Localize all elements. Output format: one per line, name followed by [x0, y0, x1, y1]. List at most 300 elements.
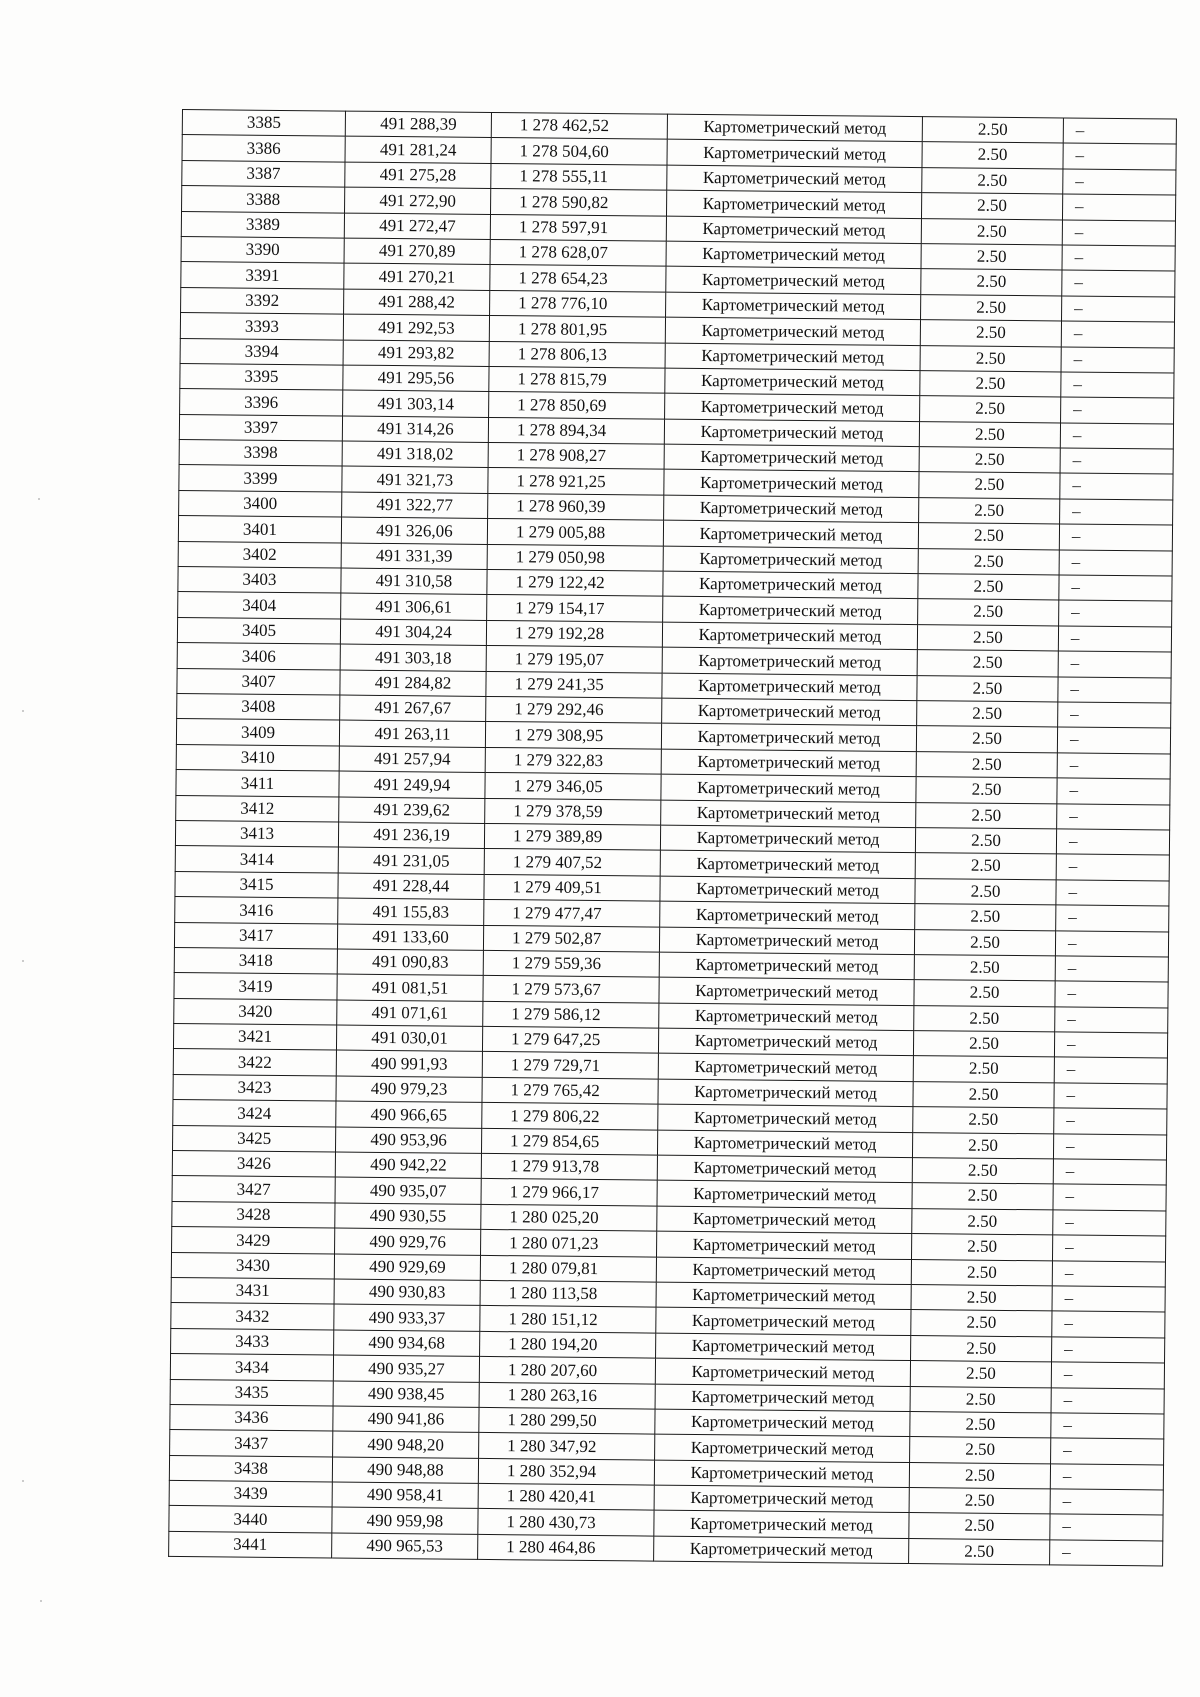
method-cell: Картометрический метод — [657, 1231, 912, 1259]
method-cell: Картометрический метод — [659, 977, 914, 1005]
point-number-cell: 3415 — [175, 871, 338, 898]
description-cell: – — [1063, 118, 1176, 144]
point-number-cell: 3397 — [179, 414, 342, 441]
y-coordinate-cell: 1 279 854,65 — [481, 1128, 657, 1155]
method-cell: Картометрический метод — [661, 749, 916, 777]
point-number-cell: 3399 — [179, 465, 342, 492]
x-coordinate-cell: 490 935,07 — [335, 1177, 481, 1204]
y-coordinate-cell: 1 278 504,60 — [491, 138, 667, 165]
accuracy-cell: 2.50 — [911, 1259, 1052, 1286]
y-coordinate-cell: 1 278 806,13 — [489, 341, 665, 368]
accuracy-cell: 2.50 — [917, 650, 1058, 677]
point-number-cell: 3409 — [176, 719, 339, 746]
method-cell: Картометрический метод — [655, 1409, 910, 1437]
accuracy-cell: 2.50 — [921, 193, 1062, 220]
description-cell: – — [1054, 1108, 1167, 1134]
description-cell: – — [1063, 143, 1176, 169]
point-number-cell: 3411 — [176, 770, 339, 797]
y-coordinate-cell: 1 280 347,92 — [479, 1433, 655, 1460]
description-cell: – — [1058, 626, 1171, 652]
description-cell: – — [1057, 803, 1170, 829]
description-cell: – — [1054, 1083, 1167, 1109]
method-cell: Картометрический метод — [657, 1155, 912, 1183]
point-number-cell: 3435 — [170, 1379, 333, 1406]
point-number-cell: 3439 — [169, 1481, 332, 1508]
y-coordinate-cell: 1 280 151,12 — [480, 1306, 656, 1333]
accuracy-cell: 2.50 — [915, 878, 1056, 905]
description-cell: – — [1052, 1311, 1165, 1337]
y-coordinate-cell: 1 279 477,47 — [484, 900, 660, 927]
x-coordinate-cell: 491 133,60 — [337, 924, 483, 951]
accuracy-cell: 2.50 — [920, 396, 1061, 423]
accuracy-cell: 2.50 — [918, 548, 1059, 575]
method-cell: Картометрический метод — [665, 393, 920, 421]
y-coordinate-cell: 1 278 894,34 — [488, 417, 664, 444]
x-coordinate-cell: 491 257,94 — [339, 746, 485, 773]
y-coordinate-cell: 1 278 654,23 — [490, 265, 666, 292]
x-coordinate-cell: 490 991,93 — [336, 1050, 482, 1077]
x-coordinate-cell: 491 081,51 — [337, 974, 483, 1001]
description-cell: – — [1053, 1134, 1166, 1160]
accuracy-cell: 2.50 — [911, 1310, 1052, 1337]
description-cell: – — [1062, 296, 1175, 322]
method-cell: Картометрический метод — [664, 419, 919, 447]
accuracy-cell: 2.50 — [916, 726, 1057, 753]
method-cell: Картометрический метод — [656, 1307, 911, 1335]
accuracy-cell: 2.50 — [916, 802, 1057, 829]
y-coordinate-cell: 1 280 207,60 — [479, 1357, 655, 1384]
y-coordinate-cell: 1 279 647,25 — [482, 1026, 658, 1053]
point-number-cell: 3429 — [172, 1227, 335, 1254]
x-coordinate-cell: 491 303,18 — [340, 644, 486, 671]
coordinates-table-body — [169, 110, 1177, 1567]
y-coordinate-cell: 1 280 194,20 — [480, 1331, 656, 1358]
method-cell: Картометрический метод — [654, 1485, 909, 1513]
y-coordinate-cell: 1 278 921,25 — [488, 468, 664, 495]
method-cell: Картометрический метод — [666, 292, 921, 320]
x-coordinate-cell: 491 272,90 — [345, 187, 491, 214]
accuracy-cell: 2.50 — [915, 904, 1056, 931]
accuracy-cell: 2.50 — [910, 1386, 1051, 1413]
method-cell: Картометрический метод — [659, 927, 914, 955]
description-cell: – — [1061, 321, 1174, 347]
method-cell: Картометрический метод — [657, 1206, 912, 1234]
description-cell: – — [1054, 1032, 1167, 1058]
y-coordinate-cell: 1 279 389,89 — [484, 823, 660, 850]
accuracy-cell: 2.50 — [912, 1132, 1053, 1159]
y-coordinate-cell: 1 278 590,82 — [491, 189, 667, 216]
description-cell: – — [1052, 1235, 1165, 1261]
description-cell: – — [1057, 727, 1170, 753]
description-cell: – — [1055, 956, 1168, 982]
method-cell: Картометрический метод — [656, 1282, 911, 1310]
x-coordinate-cell: 490 941,86 — [333, 1406, 479, 1433]
method-cell: Картометрический метод — [662, 647, 917, 675]
x-coordinate-cell: 491 267,67 — [340, 695, 486, 722]
x-coordinate-cell: 491 030,01 — [336, 1025, 482, 1052]
x-coordinate-cell: 490 930,83 — [334, 1279, 480, 1306]
point-number-cell: 3441 — [169, 1531, 332, 1558]
y-coordinate-cell: 1 278 815,79 — [489, 366, 665, 393]
method-cell: Картометрический метод — [666, 190, 921, 218]
description-cell: – — [1059, 575, 1172, 601]
point-number-cell: 3403 — [178, 567, 341, 594]
method-cell: Картометрический метод — [660, 825, 915, 853]
method-cell: Картометрический метод — [662, 673, 917, 701]
accuracy-cell: 2.50 — [913, 1031, 1054, 1058]
point-number-cell: 3420 — [174, 998, 337, 1025]
point-number-cell: 3419 — [174, 973, 337, 1000]
scan-speck — [22, 710, 24, 712]
x-coordinate-cell: 491 270,89 — [344, 238, 490, 265]
accuracy-cell: 2.50 — [911, 1335, 1052, 1362]
description-cell: – — [1051, 1387, 1164, 1413]
point-number-cell: 3408 — [177, 693, 340, 720]
description-cell: – — [1056, 880, 1169, 906]
point-number-cell: 3430 — [171, 1252, 334, 1279]
point-number-cell: 3386 — [182, 135, 345, 162]
method-cell: Картометрический метод — [658, 1079, 913, 1107]
description-cell: – — [1058, 677, 1171, 703]
method-cell: Картометрический метод — [665, 368, 920, 396]
point-number-cell: 3406 — [177, 643, 340, 670]
x-coordinate-cell: 490 959,98 — [332, 1507, 478, 1534]
y-coordinate-cell: 1 279 241,35 — [486, 671, 662, 698]
accuracy-cell: 2.50 — [912, 1158, 1053, 1185]
y-coordinate-cell: 1 279 765,42 — [482, 1077, 658, 1104]
description-cell: – — [1061, 372, 1174, 398]
method-cell: Картометрический метод — [660, 901, 915, 929]
x-coordinate-cell: 491 090,83 — [337, 949, 483, 976]
description-cell: – — [1052, 1337, 1165, 1363]
method-cell: Картометрический метод — [657, 1181, 912, 1209]
method-cell: Картометрический метод — [656, 1257, 911, 1285]
description-cell: – — [1051, 1362, 1164, 1388]
point-number-cell: 3410 — [176, 744, 339, 771]
accuracy-cell: 2.50 — [909, 1513, 1050, 1540]
y-coordinate-cell: 1 279 729,71 — [482, 1052, 658, 1079]
description-cell: – — [1056, 854, 1169, 880]
method-cell: Картометрический метод — [662, 622, 917, 650]
method-cell: Картометрический метод — [666, 241, 921, 269]
point-number-cell: 3404 — [178, 592, 341, 619]
accuracy-cell: 2.50 — [909, 1538, 1050, 1565]
y-coordinate-cell: 1 280 464,86 — [478, 1534, 654, 1561]
accuracy-cell: 2.50 — [920, 345, 1061, 372]
y-coordinate-cell: 1 280 430,73 — [478, 1509, 654, 1536]
point-number-cell: 3414 — [175, 846, 338, 873]
description-cell: – — [1053, 1184, 1166, 1210]
point-number-cell: 3402 — [178, 541, 341, 568]
y-coordinate-cell: 1 278 628,07 — [490, 239, 666, 266]
method-cell: Картометрический метод — [660, 876, 915, 904]
description-cell: – — [1060, 423, 1173, 449]
x-coordinate-cell: 491 318,02 — [342, 441, 488, 468]
description-cell: – — [1062, 245, 1175, 271]
description-cell: – — [1050, 1464, 1163, 1490]
y-coordinate-cell: 1 279 586,12 — [483, 1001, 659, 1028]
y-coordinate-cell: 1 279 192,28 — [486, 620, 662, 647]
description-cell: – — [1055, 1007, 1168, 1033]
point-number-cell: 3401 — [178, 516, 341, 543]
description-cell: – — [1056, 905, 1169, 931]
point-number-cell: 3428 — [172, 1201, 335, 1228]
method-cell: Картометрический метод — [655, 1384, 910, 1412]
description-cell: – — [1050, 1540, 1163, 1566]
description-cell: – — [1057, 778, 1170, 804]
accuracy-cell: 2.50 — [910, 1411, 1051, 1438]
method-cell: Картометрический метод — [663, 597, 918, 625]
point-number-cell: 3421 — [173, 1024, 336, 1051]
method-cell: Картометрический метод — [666, 216, 921, 244]
description-cell: – — [1050, 1514, 1163, 1540]
description-cell: – — [1052, 1286, 1165, 1312]
x-coordinate-cell: 491 281,24 — [345, 136, 491, 163]
x-coordinate-cell: 491 071,61 — [337, 1000, 483, 1027]
y-coordinate-cell: 1 279 122,42 — [487, 569, 663, 596]
accuracy-cell: 2.50 — [922, 167, 1063, 194]
point-number-cell: 3392 — [181, 287, 344, 314]
method-cell: Картометрический метод — [659, 952, 914, 980]
description-cell: – — [1056, 829, 1169, 855]
y-coordinate-cell: 1 279 806,22 — [482, 1103, 658, 1130]
point-number-cell: 3407 — [177, 668, 340, 695]
scan-speck — [22, 960, 24, 962]
description-cell: – — [1062, 194, 1175, 220]
x-coordinate-cell: 490 933,37 — [334, 1304, 480, 1331]
accuracy-cell: 2.50 — [909, 1488, 1050, 1515]
accuracy-cell: 2.50 — [919, 472, 1060, 499]
description-cell: – — [1053, 1159, 1166, 1185]
x-coordinate-cell: 491 155,83 — [338, 898, 484, 925]
x-coordinate-cell: 491 263,11 — [339, 720, 485, 747]
point-number-cell: 3400 — [179, 490, 342, 517]
point-number-cell: 3390 — [181, 236, 344, 263]
description-cell: – — [1061, 346, 1174, 372]
method-cell: Картометрический метод — [655, 1434, 910, 1462]
description-cell: – — [1061, 397, 1174, 423]
y-coordinate-cell: 1 279 559,36 — [483, 950, 659, 977]
point-number-cell: 3412 — [176, 795, 339, 822]
method-cell: Картометрический метод — [658, 1028, 913, 1056]
point-number-cell: 3417 — [174, 922, 337, 949]
method-cell: Картометрический метод — [655, 1358, 910, 1386]
method-cell: Картометрический метод — [664, 444, 919, 472]
method-cell: Картометрический метод — [659, 1003, 914, 1031]
x-coordinate-cell: 491 310,58 — [341, 568, 487, 595]
y-coordinate-cell: 1 280 420,41 — [478, 1484, 654, 1511]
x-coordinate-cell: 490 966,65 — [336, 1101, 482, 1128]
x-coordinate-cell: 491 275,28 — [345, 162, 491, 189]
accuracy-cell: 2.50 — [915, 853, 1056, 880]
x-coordinate-cell: 490 953,96 — [335, 1127, 481, 1154]
accuracy-cell: 2.50 — [921, 218, 1062, 245]
description-cell: – — [1059, 550, 1172, 576]
point-number-cell: 3395 — [180, 363, 343, 390]
method-cell: Картометрический метод — [663, 546, 918, 574]
description-cell: – — [1062, 220, 1175, 246]
y-coordinate-cell: 1 280 025,20 — [481, 1204, 657, 1231]
point-number-cell: 3418 — [174, 947, 337, 974]
method-cell: Картометрический метод — [667, 114, 922, 142]
point-number-cell: 3438 — [169, 1455, 332, 1482]
y-coordinate-cell: 1 279 378,59 — [485, 798, 661, 825]
x-coordinate-cell: 490 930,55 — [335, 1203, 481, 1230]
x-coordinate-cell: 491 249,94 — [339, 771, 485, 798]
x-coordinate-cell: 490 958,41 — [332, 1482, 478, 1509]
point-number-cell: 3434 — [170, 1354, 333, 1381]
description-cell: – — [1060, 473, 1173, 499]
x-coordinate-cell: 491 288,42 — [344, 289, 490, 316]
y-coordinate-cell: 1 280 263,16 — [479, 1382, 655, 1409]
y-coordinate-cell: 1 279 346,05 — [485, 773, 661, 800]
method-cell: Картометрический метод — [654, 1511, 909, 1539]
x-coordinate-cell: 491 272,47 — [344, 213, 490, 240]
x-coordinate-cell: 490 929,76 — [335, 1228, 481, 1255]
accuracy-cell: 2.50 — [914, 954, 1055, 981]
y-coordinate-cell: 1 279 322,83 — [485, 747, 661, 774]
x-coordinate-cell: 491 270,21 — [344, 263, 490, 290]
y-coordinate-cell: 1 279 573,67 — [483, 976, 659, 1003]
point-number-cell: 3389 — [181, 211, 344, 238]
method-cell: Картометрический метод — [661, 800, 916, 828]
y-coordinate-cell: 1 279 407,52 — [484, 849, 660, 876]
description-cell: – — [1062, 270, 1175, 296]
y-coordinate-cell: 1 280 071,23 — [481, 1230, 657, 1257]
accuracy-cell: 2.50 — [910, 1437, 1051, 1464]
x-coordinate-cell: 491 239,62 — [339, 797, 485, 824]
method-cell: Картометрический метод — [665, 317, 920, 345]
x-coordinate-cell: 491 326,06 — [341, 517, 487, 544]
accuracy-cell: 2.50 — [914, 1005, 1055, 1032]
x-coordinate-cell: 490 948,20 — [333, 1431, 479, 1458]
y-coordinate-cell: 1 279 195,07 — [486, 646, 662, 673]
x-coordinate-cell: 491 304,24 — [340, 619, 486, 646]
y-coordinate-cell: 1 279 005,88 — [487, 519, 663, 546]
x-coordinate-cell: 491 288,39 — [345, 111, 491, 138]
accuracy-cell: 2.50 — [917, 624, 1058, 651]
accuracy-cell: 2.50 — [913, 1081, 1054, 1108]
method-cell: Картометрический метод — [658, 1104, 913, 1132]
x-coordinate-cell: 491 295,56 — [343, 365, 489, 392]
accuracy-cell: 2.50 — [915, 828, 1056, 855]
y-coordinate-cell: 1 278 555,11 — [491, 163, 667, 190]
y-coordinate-cell: 1 278 850,69 — [489, 392, 665, 419]
point-number-cell: 3405 — [177, 617, 340, 644]
method-cell: Картометрический метод — [654, 1536, 909, 1564]
y-coordinate-cell: 1 280 113,58 — [480, 1280, 656, 1307]
method-cell: Картометрический метод — [664, 470, 919, 498]
accuracy-cell: 2.50 — [919, 447, 1060, 474]
point-number-cell: 3393 — [180, 313, 343, 340]
x-coordinate-cell: 491 293,82 — [343, 340, 489, 367]
y-coordinate-cell: 1 279 050,98 — [487, 544, 663, 571]
x-coordinate-cell: 491 292,53 — [343, 314, 489, 341]
scan-speck — [40, 1600, 42, 1602]
description-cell: – — [1051, 1413, 1164, 1439]
x-coordinate-cell: 491 321,73 — [342, 467, 488, 494]
accuracy-cell: 2.50 — [921, 244, 1062, 271]
point-number-cell: 3437 — [170, 1430, 333, 1457]
y-coordinate-cell: 1 279 409,51 — [484, 874, 660, 901]
y-coordinate-cell: 1 278 908,27 — [488, 443, 664, 470]
x-coordinate-cell: 490 942,22 — [335, 1152, 481, 1179]
accuracy-cell: 2.50 — [912, 1208, 1053, 1235]
accuracy-cell: 2.50 — [917, 675, 1058, 702]
y-coordinate-cell: 1 279 308,95 — [485, 722, 661, 749]
accuracy-cell: 2.50 — [916, 777, 1057, 804]
method-cell: Картометрический метод — [661, 724, 916, 752]
x-coordinate-cell: 491 236,19 — [338, 822, 484, 849]
accuracy-cell: 2.50 — [919, 497, 1060, 524]
accuracy-cell: 2.50 — [918, 523, 1059, 550]
y-coordinate-cell: 1 278 960,39 — [488, 493, 664, 520]
x-coordinate-cell: 491 228,44 — [338, 873, 484, 900]
description-cell: – — [1059, 600, 1172, 626]
x-coordinate-cell: 491 306,61 — [341, 593, 487, 620]
description-cell: – — [1058, 702, 1171, 728]
point-number-cell: 3424 — [173, 1100, 336, 1127]
accuracy-cell: 2.50 — [918, 599, 1059, 626]
y-coordinate-cell: 1 279 154,17 — [487, 595, 663, 622]
description-cell: – — [1058, 651, 1171, 677]
method-cell: Картометрический метод — [654, 1460, 909, 1488]
method-cell: Картометрический метод — [667, 165, 922, 193]
accuracy-cell: 2.50 — [921, 294, 1062, 321]
accuracy-cell: 2.50 — [914, 929, 1055, 956]
point-number-cell: 3423 — [173, 1074, 336, 1101]
description-cell: – — [1052, 1260, 1165, 1286]
scan-speck — [38, 498, 40, 500]
method-cell: Картометрический метод — [665, 343, 920, 371]
accuracy-cell: 2.50 — [914, 980, 1055, 1007]
method-cell: Картометрический метод — [663, 571, 918, 599]
x-coordinate-cell: 490 935,27 — [333, 1355, 479, 1382]
method-cell: Картометрический метод — [662, 698, 917, 726]
scan-speck — [22, 1480, 24, 1482]
accuracy-cell: 2.50 — [912, 1183, 1053, 1210]
description-cell: – — [1053, 1210, 1166, 1236]
method-cell: Картометрический метод — [660, 850, 915, 878]
accuracy-cell: 2.50 — [911, 1285, 1052, 1312]
description-cell: – — [1050, 1489, 1163, 1515]
method-cell: Картометрический метод — [658, 1054, 913, 1082]
y-coordinate-cell: 1 278 462,52 — [491, 112, 667, 139]
x-coordinate-cell: 491 331,39 — [341, 543, 487, 570]
accuracy-cell: 2.50 — [913, 1056, 1054, 1083]
point-number-cell: 3416 — [175, 897, 338, 924]
point-number-cell: 3431 — [171, 1277, 334, 1304]
accuracy-cell: 2.50 — [918, 574, 1059, 601]
y-coordinate-cell: 1 279 502,87 — [483, 925, 659, 952]
x-coordinate-cell: 490 938,45 — [333, 1381, 479, 1408]
method-cell: Картометрический метод — [656, 1333, 911, 1361]
point-number-cell: 3394 — [180, 338, 343, 365]
point-number-cell: 3422 — [173, 1049, 336, 1076]
method-cell: Картометрический метод — [663, 520, 918, 548]
accuracy-cell: 2.50 — [917, 701, 1058, 728]
y-coordinate-cell: 1 279 966,17 — [481, 1179, 657, 1206]
accuracy-cell: 2.50 — [922, 142, 1063, 169]
description-cell: – — [1051, 1438, 1164, 1464]
method-cell: Картометрический метод — [667, 140, 922, 168]
description-cell: – — [1063, 169, 1176, 195]
description-cell: – — [1059, 524, 1172, 550]
x-coordinate-cell: 491 322,77 — [342, 492, 488, 519]
point-number-cell: 3385 — [182, 110, 345, 137]
coordinates-table — [168, 109, 1177, 1567]
point-number-cell: 3436 — [170, 1404, 333, 1431]
